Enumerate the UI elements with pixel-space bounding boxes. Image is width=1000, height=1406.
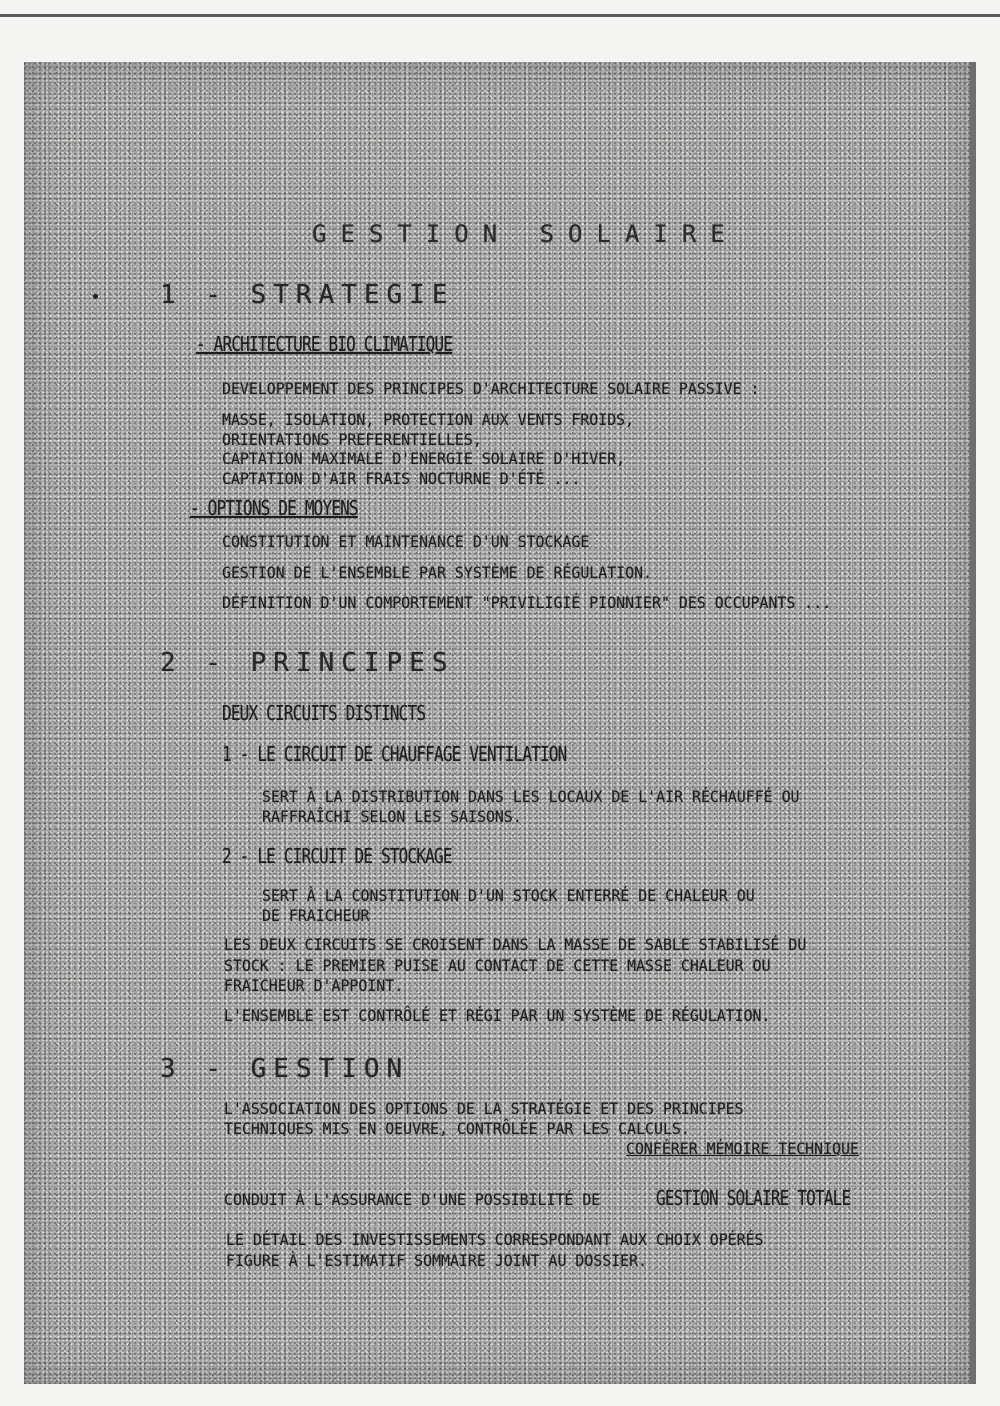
circuit-2-line-1: SERT À LA CONSTITUTION D'UN STOCK ENTERRÉ DE CHALEUR OU <box>262 886 755 905</box>
detail-line-2: FIGURE À L'ESTIMATIF SOMMAIRE JOINT AU DOSSIER. <box>226 1251 648 1270</box>
circuit-1-line-1: SERT À LA DISTRIBUTION DANS LES LOCAUX DE L'AIR RÉCHAUFFÉ OU <box>262 787 800 806</box>
detail-line-1: LE DÉTAIL DES INVESTISSEMENTS CORRESPONDANT AUX CHOIX OPÉRÉS <box>226 1230 764 1249</box>
options-heading: - OPTIONS DE MOYENS <box>190 496 358 520</box>
page-top-rule <box>0 14 1000 17</box>
cross-line-3: FRAICHEUR D'APPOINT. <box>224 976 404 995</box>
circuit-2-line-2: DE FRAICHEUR <box>262 906 370 925</box>
architecture-heading: - ARCHITECTURE BIO CLIMATIQUE <box>196 332 453 356</box>
gestion-line-1: L'ASSOCIATION DES OPTIONS DE LA STRATÉGIE ET DES PRINCIPES <box>224 1099 744 1118</box>
page-title: GESTION SOLAIRE <box>312 220 739 248</box>
margin-dot <box>93 294 98 299</box>
architecture-line-5: CAPTATION D'AIR FRAIS NOCTURNE D'ÉTÉ ... <box>222 469 581 488</box>
options-line-2: GESTION DE L'ENSEMBLE PAR SYSTÈME DE RÉGULATION. <box>222 563 653 582</box>
technical-memo-reference: CONFÉRER MÉMOIRE TECHNIQUE <box>626 1139 859 1158</box>
section-1-heading: 1 - STRATEGIE <box>160 280 455 310</box>
circuit-1-heading: 1 - LE CIRCUIT DE CHAUFFAGE VENTILATION <box>222 742 567 766</box>
circuits-intro: DEUX CIRCUITS DISTINCTS <box>222 701 426 725</box>
architecture-line-1: DEVELOPPEMENT DES PRINCIPES D'ARCHITECTURE SOLAIRE PASSIVE : <box>222 379 760 398</box>
cross-line-1: LES DEUX CIRCUITS SE CROISENT DANS LA MASSE DE SABLE STABILISÉ DU <box>224 935 807 954</box>
architecture-line-4: CAPTATION MAXIMALE D'ENERGIE SOLAIRE D'HIVER, <box>222 449 626 468</box>
gestion-solaire-totale: GESTION SOLAIRE TOTALE <box>656 1186 851 1210</box>
architecture-line-2: MASSE, ISOLATION, PROTECTION AUX VENTS FROIDS, <box>222 410 635 429</box>
options-line-1: CONSTITUTION ET MAINTENANCE D'UN STOCKAGE <box>222 532 590 551</box>
circuit-1-line-2: RAFFRAÎCHI SELON LES SAISONS. <box>262 807 522 826</box>
circuit-2-heading: 2 - LE CIRCUIT DE STOCKAGE <box>222 844 452 868</box>
section-3-heading: 3 - GESTION <box>160 1054 410 1084</box>
options-line-3: DÉFINITION D'UN COMPORTEMENT "PRIVILIGIÉ PIONNIER" DES OCCUPANTS ... <box>222 593 832 612</box>
gestion-line-2: TECHNIQUES MIS EN OEUVRE, CONTRÔLÉE PAR LES CALCULS. <box>224 1119 690 1138</box>
control-line: L'ENSEMBLE EST CONTRÔLÉ ET RÉGI PAR UN SYSTÈME DE RÉGULATION. <box>224 1006 771 1025</box>
architecture-line-3: ORIENTATIONS PREFERENTIELLES, <box>222 430 482 449</box>
cross-line-2: STOCK : LE PREMIER PUISE AU CONTACT DE CETTE MASSE CHALEUR OU <box>224 956 771 975</box>
section-2-heading: 2 - PRINCIPES <box>160 648 455 678</box>
conduit-line-prefix: CONDUIT À L'ASSURANCE D'UNE POSSIBILITÉ DE <box>224 1190 601 1209</box>
